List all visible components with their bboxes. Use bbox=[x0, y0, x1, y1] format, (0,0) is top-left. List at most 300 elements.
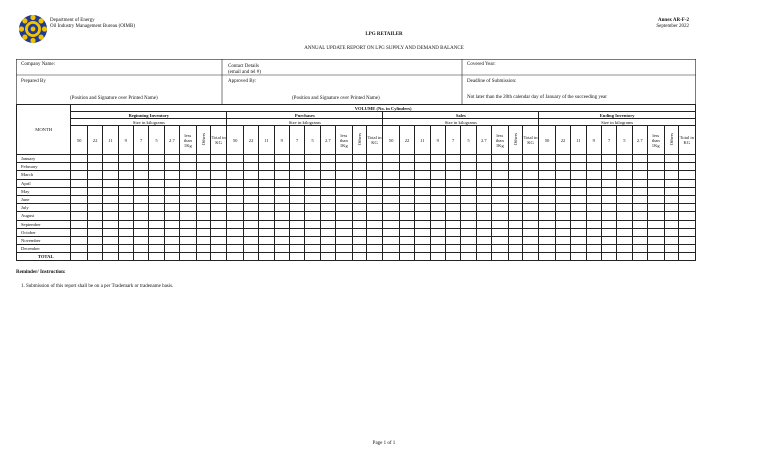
data-cell[interactable] bbox=[274, 163, 289, 171]
data-cell[interactable] bbox=[664, 212, 678, 220]
data-cell[interactable] bbox=[492, 228, 509, 236]
data-cell[interactable] bbox=[118, 179, 133, 187]
data-cell[interactable] bbox=[461, 220, 476, 228]
data-cell[interactable] bbox=[399, 212, 414, 220]
data-cell[interactable] bbox=[445, 245, 460, 253]
data-cell[interactable] bbox=[243, 171, 258, 179]
data-cell[interactable] bbox=[430, 212, 445, 220]
data-cell[interactable] bbox=[352, 155, 366, 163]
data-cell[interactable] bbox=[134, 220, 149, 228]
data-cell[interactable] bbox=[180, 195, 197, 203]
data-cell[interactable] bbox=[476, 179, 491, 187]
data-cell[interactable] bbox=[492, 204, 509, 212]
data-cell[interactable] bbox=[149, 163, 164, 171]
data-cell[interactable] bbox=[366, 204, 383, 212]
data-cell[interactable] bbox=[617, 155, 632, 163]
data-cell[interactable] bbox=[366, 245, 383, 253]
total-cell[interactable] bbox=[305, 253, 320, 261]
data-cell[interactable] bbox=[352, 163, 366, 171]
data-cell[interactable] bbox=[227, 220, 244, 228]
data-cell[interactable] bbox=[445, 204, 460, 212]
data-cell[interactable] bbox=[118, 187, 133, 195]
data-cell[interactable] bbox=[430, 155, 445, 163]
data-cell[interactable] bbox=[399, 220, 414, 228]
data-cell[interactable] bbox=[259, 171, 274, 179]
data-cell[interactable] bbox=[305, 187, 320, 195]
data-cell[interactable] bbox=[445, 228, 460, 236]
data-cell[interactable] bbox=[664, 155, 678, 163]
data-cell[interactable] bbox=[415, 220, 430, 228]
data-cell[interactable] bbox=[149, 220, 164, 228]
data-cell[interactable] bbox=[492, 187, 509, 195]
data-cell[interactable] bbox=[196, 204, 210, 212]
data-cell[interactable] bbox=[259, 236, 274, 244]
data-cell[interactable] bbox=[555, 179, 570, 187]
data-cell[interactable] bbox=[461, 195, 476, 203]
data-cell[interactable] bbox=[118, 195, 133, 203]
data-cell[interactable] bbox=[210, 245, 227, 253]
data-cell[interactable] bbox=[492, 245, 509, 253]
data-cell[interactable] bbox=[180, 220, 197, 228]
data-cell[interactable] bbox=[243, 204, 258, 212]
total-cell[interactable] bbox=[320, 253, 335, 261]
data-cell[interactable] bbox=[305, 228, 320, 236]
data-cell[interactable] bbox=[336, 171, 353, 179]
data-cell[interactable] bbox=[243, 245, 258, 253]
data-cell[interactable] bbox=[664, 163, 678, 171]
data-cell[interactable] bbox=[632, 236, 647, 244]
data-cell[interactable] bbox=[366, 236, 383, 244]
data-cell[interactable] bbox=[320, 155, 335, 163]
data-cell[interactable] bbox=[383, 171, 400, 179]
data-cell[interactable] bbox=[522, 220, 539, 228]
data-cell[interactable] bbox=[71, 179, 88, 187]
total-cell[interactable] bbox=[87, 253, 102, 261]
data-cell[interactable] bbox=[210, 163, 227, 171]
data-cell[interactable] bbox=[461, 204, 476, 212]
data-cell[interactable] bbox=[508, 204, 522, 212]
data-cell[interactable] bbox=[678, 236, 695, 244]
data-cell[interactable] bbox=[647, 155, 664, 163]
total-cell[interactable] bbox=[180, 253, 197, 261]
data-cell[interactable] bbox=[415, 195, 430, 203]
data-cell[interactable] bbox=[492, 236, 509, 244]
data-cell[interactable] bbox=[227, 195, 244, 203]
data-cell[interactable] bbox=[196, 236, 210, 244]
data-cell[interactable] bbox=[274, 212, 289, 220]
data-cell[interactable] bbox=[336, 187, 353, 195]
data-cell[interactable] bbox=[164, 236, 179, 244]
data-cell[interactable] bbox=[601, 204, 616, 212]
data-cell[interactable] bbox=[678, 228, 695, 236]
data-cell[interactable] bbox=[617, 204, 632, 212]
data-cell[interactable] bbox=[383, 220, 400, 228]
data-cell[interactable] bbox=[196, 187, 210, 195]
data-cell[interactable] bbox=[243, 163, 258, 171]
total-cell[interactable] bbox=[571, 253, 586, 261]
data-cell[interactable] bbox=[305, 236, 320, 244]
data-cell[interactable] bbox=[399, 187, 414, 195]
data-cell[interactable] bbox=[320, 187, 335, 195]
data-cell[interactable] bbox=[87, 187, 102, 195]
data-cell[interactable] bbox=[571, 212, 586, 220]
data-cell[interactable] bbox=[492, 171, 509, 179]
total-cell[interactable] bbox=[164, 253, 179, 261]
data-cell[interactable] bbox=[383, 204, 400, 212]
data-cell[interactable] bbox=[678, 245, 695, 253]
data-cell[interactable] bbox=[399, 204, 414, 212]
data-cell[interactable] bbox=[103, 171, 118, 179]
data-cell[interactable] bbox=[632, 220, 647, 228]
data-cell[interactable] bbox=[210, 179, 227, 187]
data-cell[interactable] bbox=[366, 155, 383, 163]
data-cell[interactable] bbox=[180, 155, 197, 163]
data-cell[interactable] bbox=[678, 155, 695, 163]
data-cell[interactable] bbox=[87, 163, 102, 171]
data-cell[interactable] bbox=[508, 245, 522, 253]
data-cell[interactable] bbox=[522, 236, 539, 244]
data-cell[interactable] bbox=[571, 171, 586, 179]
data-cell[interactable] bbox=[305, 195, 320, 203]
data-cell[interactable] bbox=[555, 245, 570, 253]
data-cell[interactable] bbox=[539, 187, 556, 195]
data-cell[interactable] bbox=[180, 204, 197, 212]
data-cell[interactable] bbox=[632, 204, 647, 212]
data-cell[interactable] bbox=[71, 245, 88, 253]
data-cell[interactable] bbox=[445, 212, 460, 220]
data-cell[interactable] bbox=[647, 228, 664, 236]
data-cell[interactable] bbox=[289, 155, 304, 163]
data-cell[interactable] bbox=[210, 204, 227, 212]
data-cell[interactable] bbox=[352, 204, 366, 212]
total-cell[interactable] bbox=[274, 253, 289, 261]
data-cell[interactable] bbox=[71, 212, 88, 220]
data-cell[interactable] bbox=[164, 204, 179, 212]
data-cell[interactable] bbox=[647, 179, 664, 187]
total-cell[interactable] bbox=[445, 253, 460, 261]
data-cell[interactable] bbox=[430, 195, 445, 203]
data-cell[interactable] bbox=[539, 163, 556, 171]
data-cell[interactable] bbox=[539, 155, 556, 163]
data-cell[interactable] bbox=[476, 195, 491, 203]
data-cell[interactable] bbox=[210, 171, 227, 179]
data-cell[interactable] bbox=[305, 204, 320, 212]
data-cell[interactable] bbox=[586, 179, 601, 187]
data-cell[interactable] bbox=[522, 212, 539, 220]
data-cell[interactable] bbox=[118, 228, 133, 236]
data-cell[interactable] bbox=[461, 155, 476, 163]
data-cell[interactable] bbox=[617, 187, 632, 195]
total-cell[interactable] bbox=[196, 253, 210, 261]
data-cell[interactable] bbox=[243, 212, 258, 220]
data-cell[interactable] bbox=[259, 212, 274, 220]
data-cell[interactable] bbox=[647, 220, 664, 228]
total-cell[interactable] bbox=[678, 253, 695, 261]
data-cell[interactable] bbox=[664, 245, 678, 253]
data-cell[interactable] bbox=[164, 212, 179, 220]
data-cell[interactable] bbox=[103, 204, 118, 212]
total-cell[interactable] bbox=[522, 253, 539, 261]
data-cell[interactable] bbox=[274, 228, 289, 236]
data-cell[interactable] bbox=[259, 204, 274, 212]
data-cell[interactable] bbox=[164, 195, 179, 203]
data-cell[interactable] bbox=[196, 212, 210, 220]
data-cell[interactable] bbox=[522, 245, 539, 253]
data-cell[interactable] bbox=[352, 171, 366, 179]
data-cell[interactable] bbox=[87, 195, 102, 203]
data-cell[interactable] bbox=[508, 187, 522, 195]
data-cell[interactable] bbox=[320, 228, 335, 236]
data-cell[interactable] bbox=[399, 163, 414, 171]
data-cell[interactable] bbox=[522, 195, 539, 203]
data-cell[interactable] bbox=[227, 245, 244, 253]
data-cell[interactable] bbox=[71, 228, 88, 236]
data-cell[interactable] bbox=[445, 220, 460, 228]
data-cell[interactable] bbox=[492, 212, 509, 220]
data-cell[interactable] bbox=[445, 155, 460, 163]
data-cell[interactable] bbox=[586, 155, 601, 163]
data-cell[interactable] bbox=[476, 220, 491, 228]
data-cell[interactable] bbox=[664, 179, 678, 187]
data-cell[interactable] bbox=[118, 171, 133, 179]
data-cell[interactable] bbox=[210, 236, 227, 244]
data-cell[interactable] bbox=[430, 220, 445, 228]
data-cell[interactable] bbox=[415, 155, 430, 163]
data-cell[interactable] bbox=[103, 163, 118, 171]
data-cell[interactable] bbox=[289, 212, 304, 220]
data-cell[interactable] bbox=[522, 228, 539, 236]
data-cell[interactable] bbox=[134, 245, 149, 253]
data-cell[interactable] bbox=[415, 212, 430, 220]
data-cell[interactable] bbox=[134, 212, 149, 220]
data-cell[interactable] bbox=[87, 220, 102, 228]
data-cell[interactable] bbox=[678, 204, 695, 212]
data-cell[interactable] bbox=[71, 204, 88, 212]
data-cell[interactable] bbox=[227, 236, 244, 244]
data-cell[interactable] bbox=[632, 245, 647, 253]
data-cell[interactable] bbox=[555, 171, 570, 179]
total-cell[interactable] bbox=[243, 253, 258, 261]
data-cell[interactable] bbox=[274, 171, 289, 179]
data-cell[interactable] bbox=[227, 171, 244, 179]
data-cell[interactable] bbox=[305, 155, 320, 163]
data-cell[interactable] bbox=[399, 195, 414, 203]
data-cell[interactable] bbox=[539, 228, 556, 236]
total-cell[interactable] bbox=[399, 253, 414, 261]
data-cell[interactable] bbox=[476, 163, 491, 171]
data-cell[interactable] bbox=[352, 187, 366, 195]
data-cell[interactable] bbox=[678, 171, 695, 179]
data-cell[interactable] bbox=[555, 228, 570, 236]
data-cell[interactable] bbox=[492, 195, 509, 203]
data-cell[interactable] bbox=[259, 187, 274, 195]
total-cell[interactable] bbox=[103, 253, 118, 261]
data-cell[interactable] bbox=[305, 171, 320, 179]
data-cell[interactable] bbox=[601, 171, 616, 179]
data-cell[interactable] bbox=[647, 195, 664, 203]
data-cell[interactable] bbox=[274, 155, 289, 163]
data-cell[interactable] bbox=[134, 228, 149, 236]
data-cell[interactable] bbox=[476, 204, 491, 212]
total-cell[interactable] bbox=[664, 253, 678, 261]
data-cell[interactable] bbox=[617, 179, 632, 187]
data-cell[interactable] bbox=[149, 236, 164, 244]
data-cell[interactable] bbox=[71, 187, 88, 195]
data-cell[interactable] bbox=[476, 228, 491, 236]
data-cell[interactable] bbox=[601, 220, 616, 228]
data-cell[interactable] bbox=[492, 155, 509, 163]
data-cell[interactable] bbox=[461, 236, 476, 244]
data-cell[interactable] bbox=[352, 220, 366, 228]
data-cell[interactable] bbox=[555, 155, 570, 163]
data-cell[interactable] bbox=[430, 228, 445, 236]
data-cell[interactable] bbox=[289, 195, 304, 203]
data-cell[interactable] bbox=[601, 228, 616, 236]
data-cell[interactable] bbox=[366, 171, 383, 179]
data-cell[interactable] bbox=[274, 179, 289, 187]
data-cell[interactable] bbox=[632, 155, 647, 163]
data-cell[interactable] bbox=[103, 220, 118, 228]
data-cell[interactable] bbox=[632, 163, 647, 171]
data-cell[interactable] bbox=[210, 212, 227, 220]
data-cell[interactable] bbox=[259, 163, 274, 171]
data-cell[interactable] bbox=[320, 163, 335, 171]
data-cell[interactable] bbox=[430, 236, 445, 244]
total-cell[interactable] bbox=[383, 253, 400, 261]
data-cell[interactable] bbox=[118, 204, 133, 212]
data-cell[interactable] bbox=[461, 245, 476, 253]
data-cell[interactable] bbox=[571, 187, 586, 195]
data-cell[interactable] bbox=[336, 228, 353, 236]
data-cell[interactable] bbox=[508, 195, 522, 203]
data-cell[interactable] bbox=[274, 236, 289, 244]
data-cell[interactable] bbox=[383, 236, 400, 244]
data-cell[interactable] bbox=[336, 245, 353, 253]
data-cell[interactable] bbox=[149, 228, 164, 236]
data-cell[interactable] bbox=[180, 171, 197, 179]
data-cell[interactable] bbox=[383, 245, 400, 253]
data-cell[interactable] bbox=[87, 204, 102, 212]
data-cell[interactable] bbox=[366, 179, 383, 187]
data-cell[interactable] bbox=[227, 212, 244, 220]
data-cell[interactable] bbox=[366, 220, 383, 228]
data-cell[interactable] bbox=[227, 155, 244, 163]
total-cell[interactable] bbox=[352, 253, 366, 261]
data-cell[interactable] bbox=[210, 187, 227, 195]
data-cell[interactable] bbox=[522, 171, 539, 179]
data-cell[interactable] bbox=[243, 179, 258, 187]
data-cell[interactable] bbox=[243, 155, 258, 163]
data-cell[interactable] bbox=[320, 195, 335, 203]
data-cell[interactable] bbox=[415, 236, 430, 244]
data-cell[interactable] bbox=[289, 236, 304, 244]
data-cell[interactable] bbox=[539, 236, 556, 244]
data-cell[interactable] bbox=[71, 236, 88, 244]
data-cell[interactable] bbox=[71, 195, 88, 203]
data-cell[interactable] bbox=[352, 212, 366, 220]
data-cell[interactable] bbox=[103, 228, 118, 236]
data-cell[interactable] bbox=[586, 195, 601, 203]
data-cell[interactable] bbox=[522, 155, 539, 163]
data-cell[interactable] bbox=[164, 187, 179, 195]
data-cell[interactable] bbox=[87, 228, 102, 236]
data-cell[interactable] bbox=[103, 245, 118, 253]
data-cell[interactable] bbox=[617, 228, 632, 236]
data-cell[interactable] bbox=[118, 212, 133, 220]
data-cell[interactable] bbox=[118, 236, 133, 244]
data-cell[interactable] bbox=[647, 236, 664, 244]
data-cell[interactable] bbox=[445, 187, 460, 195]
data-cell[interactable] bbox=[586, 236, 601, 244]
data-cell[interactable] bbox=[383, 155, 400, 163]
data-cell[interactable] bbox=[336, 155, 353, 163]
data-cell[interactable] bbox=[210, 155, 227, 163]
data-cell[interactable] bbox=[149, 179, 164, 187]
data-cell[interactable] bbox=[118, 220, 133, 228]
data-cell[interactable] bbox=[647, 245, 664, 253]
data-cell[interactable] bbox=[352, 228, 366, 236]
data-cell[interactable] bbox=[134, 155, 149, 163]
data-cell[interactable] bbox=[476, 187, 491, 195]
data-cell[interactable] bbox=[555, 163, 570, 171]
data-cell[interactable] bbox=[571, 163, 586, 171]
data-cell[interactable] bbox=[601, 155, 616, 163]
data-cell[interactable] bbox=[601, 163, 616, 171]
data-cell[interactable] bbox=[415, 179, 430, 187]
data-cell[interactable] bbox=[134, 163, 149, 171]
data-cell[interactable] bbox=[180, 245, 197, 253]
data-cell[interactable] bbox=[571, 204, 586, 212]
data-cell[interactable] bbox=[430, 171, 445, 179]
data-cell[interactable] bbox=[508, 212, 522, 220]
data-cell[interactable] bbox=[647, 204, 664, 212]
data-cell[interactable] bbox=[383, 228, 400, 236]
total-cell[interactable] bbox=[647, 253, 664, 261]
data-cell[interactable] bbox=[383, 212, 400, 220]
data-cell[interactable] bbox=[664, 195, 678, 203]
data-cell[interactable] bbox=[289, 171, 304, 179]
total-cell[interactable] bbox=[586, 253, 601, 261]
data-cell[interactable] bbox=[196, 228, 210, 236]
data-cell[interactable] bbox=[320, 171, 335, 179]
data-cell[interactable] bbox=[134, 195, 149, 203]
total-cell[interactable] bbox=[492, 253, 509, 261]
data-cell[interactable] bbox=[508, 163, 522, 171]
data-cell[interactable] bbox=[508, 236, 522, 244]
data-cell[interactable] bbox=[134, 179, 149, 187]
data-cell[interactable] bbox=[320, 220, 335, 228]
data-cell[interactable] bbox=[571, 236, 586, 244]
data-cell[interactable] bbox=[586, 212, 601, 220]
data-cell[interactable] bbox=[586, 187, 601, 195]
data-cell[interactable] bbox=[678, 195, 695, 203]
data-cell[interactable] bbox=[149, 204, 164, 212]
data-cell[interactable] bbox=[586, 171, 601, 179]
data-cell[interactable] bbox=[445, 163, 460, 171]
data-cell[interactable] bbox=[586, 204, 601, 212]
data-cell[interactable] bbox=[571, 245, 586, 253]
data-cell[interactable] bbox=[336, 212, 353, 220]
data-cell[interactable] bbox=[461, 212, 476, 220]
data-cell[interactable] bbox=[522, 187, 539, 195]
data-cell[interactable] bbox=[461, 163, 476, 171]
data-cell[interactable] bbox=[103, 179, 118, 187]
data-cell[interactable] bbox=[305, 163, 320, 171]
data-cell[interactable] bbox=[445, 195, 460, 203]
data-cell[interactable] bbox=[617, 163, 632, 171]
data-cell[interactable] bbox=[399, 245, 414, 253]
data-cell[interactable] bbox=[476, 212, 491, 220]
